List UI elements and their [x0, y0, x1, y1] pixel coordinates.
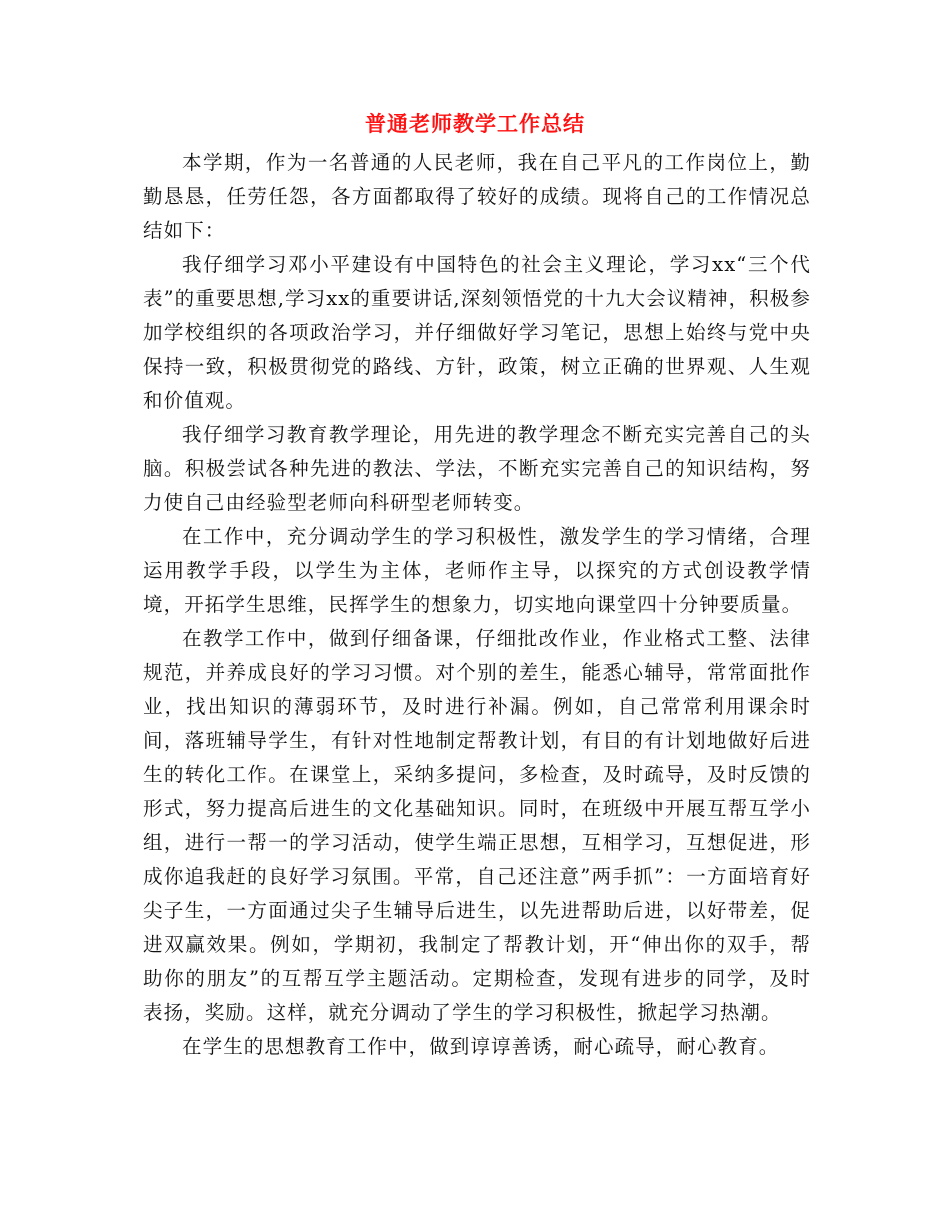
document-title: 普通老师教学工作总结 [365, 111, 585, 136]
document-body [143, 146, 811, 1064]
paragraph-teaching-work: 在教学工作中，做到仔细备课，仔细批改作业，作业格式工整、法律规范，并养成良好的学习习惯。对个别的差生，能悉心辅导，常常面批作业，找出知识的薄弱环节，及时进行补漏。例如，自己常常利用课余时间，落班辅导学生，有针对性地制定帮教计划，有目的有计划地做好后进生的转化工作。在课堂上，采纳多提问，多检查，及时疏导，及时反馈的形式，努力提高后进生的文化基础知识。同时，在班级中开展互帮互学小组，进行一帮一的学习活动，使学生端正思想，互相学习，互想促进，形成你追我赶的良好学习氛围。平常，自己还注意”两手抓”：一方面培育好尖子生，一方面通过尖子生辅导后进生，以先进帮助后进，以好带差，促进双赢效果。例如，学期初，我制定了帮教计划，开“伸出你的双手，帮助你的朋友”的互帮互学主题活动。定期检查，发现有进步的同学，及时表扬，奖励。这样，就充分调动了学生的学习积极性，掀起学习热潮。 [143, 627, 811, 1024]
paragraph-moral-education: 在学生的思想教育工作中，做到谆谆善诱，耐心疏导，耐心教育。 [182, 1035, 780, 1058]
paragraph-classroom-work: 在工作中，充分调动学生的学习积极性，激发学生的学习情绪，合理运用教学手段，以学生为主体，老师作主导，以探究的方式创设教学情境，开拓学生思维，民挥学生的想象力，切实地向课堂四十分钟要质量。 [143, 525, 811, 616]
paragraph-intro: 本学期，作为一名普通的人民老师，我在自己平凡的工作岗位上，勤勤恳恳，任劳任怨，各方面都取得了较好的成绩。现将自己的工作情况总结如下： [143, 151, 811, 242]
paragraph-theory-study: 我仔细学习教育教学理论，用先进的教学理念不断充实完善自己的头脑。积极尝试各种先进的教法、学法，不断充实完善自己的知识结构，努力使自己由经验型老师向科研型老师转变。 [143, 423, 811, 514]
paragraph-political-study: 我仔细学习邓小平建设有中国特色的社会主义理论，学习xx“三个代表”的重要思想,学习xx的重要讲话,深刻领悟党的十九大会议精神，积极参加学校组织的各项政治学习，并仔细做好学习笔记，思想上始终与党中央保持一致，积极贯彻党的路线、方针，政策，树立正确的世界观、人生观和价值观。 [143, 253, 811, 412]
